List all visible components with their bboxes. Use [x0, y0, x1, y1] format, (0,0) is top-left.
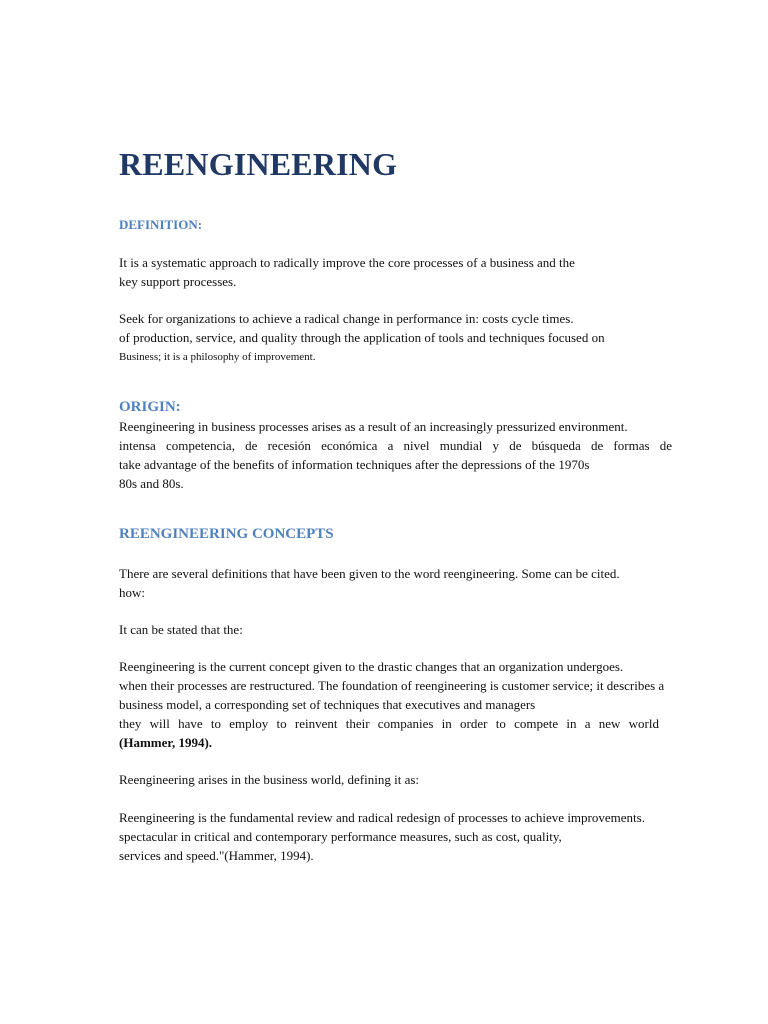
concepts-paragraph2-line: spectacular in critical and contemporary performance measures, such as cost, quality,	[119, 829, 562, 844]
document-title: REENGINEERING	[119, 146, 398, 182]
concepts-arises-line: Reengineering arises in the business world, defining it as:	[119, 772, 420, 787]
concepts-paragraph2-line: services and speed."(Hammer, 1994).	[119, 848, 314, 863]
origin-line: Reengineering in business processes arises as a result of an increasingly pressurized environment.	[119, 419, 628, 434]
origin-line: intensa competencia, de recesión económica a nivel mundial y de búsqueda de formas de	[119, 438, 672, 453]
concepts-paragraph1-line: Reengineering is the current concept given to the drastic changes that an organization undergoes.	[119, 659, 624, 674]
definition-line: of production, service, and quality through the application of tools and techniques focused on	[119, 330, 605, 345]
definition-line: key support processes.	[119, 274, 237, 289]
concepts-paragraph1-line: when their processes are restructured. The foundation of reengineering is customer service; it describes a	[119, 678, 665, 693]
origin-line: take advantage of the benefits of information techniques after the depressions of the 1970s	[119, 457, 590, 472]
concepts-paragraph1-line: they will have to employ to reinvent their companies in order to compete in a new world	[119, 716, 659, 731]
concepts-heading: REENGINEERING CONCEPTS	[119, 526, 334, 542]
concepts-intro-line: how:	[119, 585, 145, 600]
concepts-stated-line: It can be stated that the:	[119, 622, 243, 637]
concepts-intro-line: There are several definitions that have been given to the word reengineering. Some can be cited.	[119, 566, 620, 581]
citation-hammer: (Hammer, 1994).	[119, 735, 213, 750]
origin-line: 80s and 80s.	[119, 476, 184, 491]
concepts-paragraph2-line: Reengineering is the fundamental review and radical redesign of processes to achieve improvements.	[119, 810, 645, 825]
concepts-paragraph1-line: business model, a corresponding set of techniques that executives and managers	[119, 697, 536, 712]
definition-heading: DEFINITION:	[119, 217, 203, 232]
origin-heading: ORIGIN:	[119, 399, 181, 415]
definition-line: It is a systematic approach to radically improve the core processes of a business and the	[119, 255, 575, 270]
definition-line: Business; it is a philosophy of improvement.	[119, 351, 316, 363]
definition-line: Seek for organizations to achieve a radical change in performance in: costs cycle times.	[119, 311, 574, 326]
